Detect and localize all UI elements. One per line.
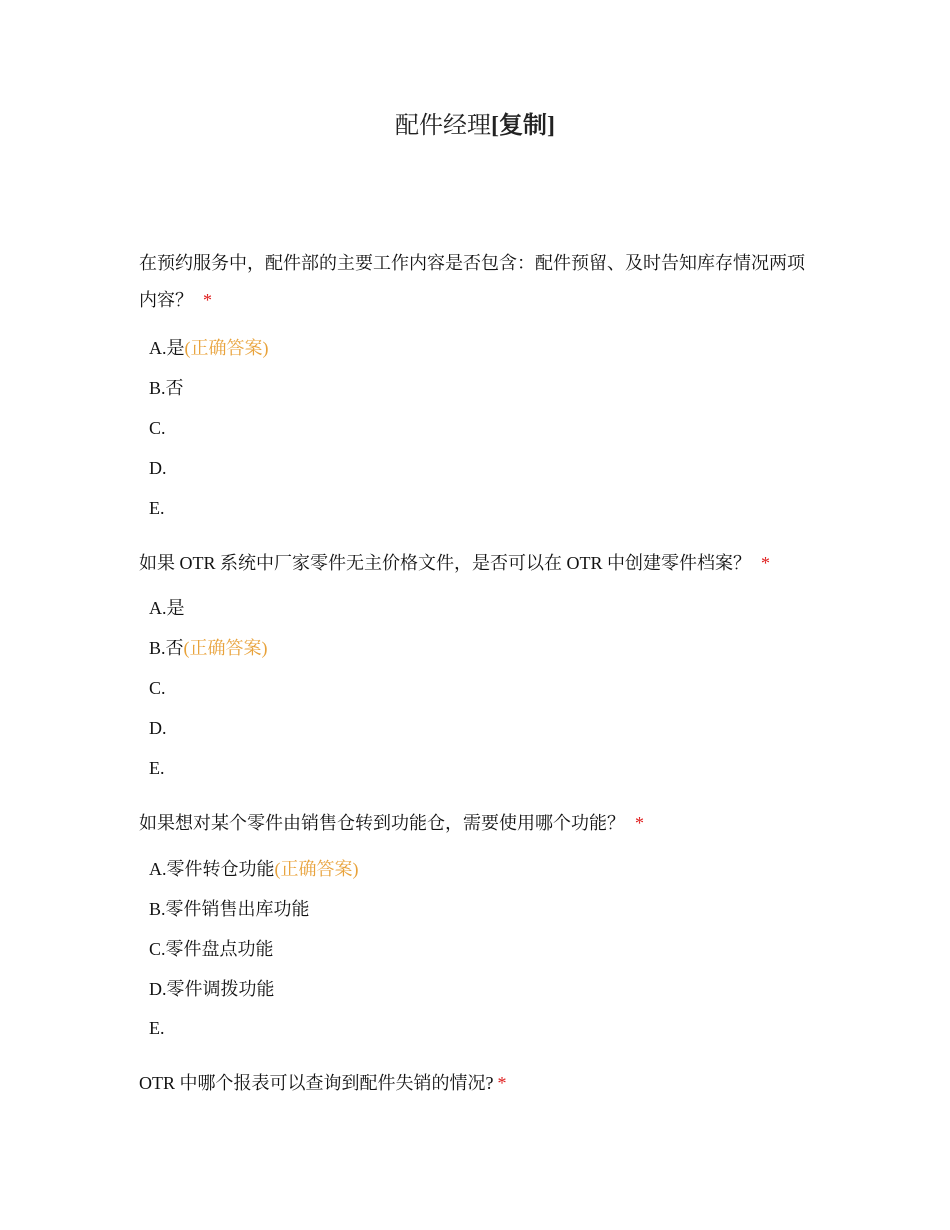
question-1-option-d (149, 455, 167, 481)
required-marker: * (203, 290, 212, 310)
option-label: C. (149, 418, 166, 438)
question-3-option-d (149, 976, 275, 1002)
required-marker: * (635, 813, 644, 833)
question-text: 如果 OTR 系统中厂家零件无主价格文件，是否可以在 OTR 中创建零件档案？ (139, 553, 751, 573)
question-2-option-b (149, 635, 268, 661)
option-label: A.是 (149, 598, 185, 618)
option-label: B.零件销售出库功能 (149, 899, 310, 919)
question-1-option-c (149, 415, 166, 441)
question-text: 如果想对某个零件由销售仓转到功能仓，需要使用哪个功能？ (139, 813, 625, 833)
title-copy-tag: [复制] (491, 113, 555, 139)
question-3-option-b (149, 896, 310, 922)
option-label: E. (149, 758, 165, 778)
question-3-option-c (149, 936, 274, 962)
correct-answer-tag: (正确答案) (274, 859, 359, 879)
question-1-option-a (149, 335, 269, 361)
option-label: D.零件调拨功能 (149, 979, 275, 999)
question-1-option-b (149, 375, 184, 401)
option-label: B.否 (149, 638, 184, 658)
option-label: B.否 (149, 378, 184, 398)
question-2-text (139, 545, 819, 582)
correct-answer-tag: (正确答案) (184, 338, 269, 358)
question-1-text (139, 245, 819, 319)
question-2-option-c (149, 675, 166, 701)
question-text: 在预约服务中，配件部的主要工作内容是否包含：配件预留、及时告知库存情况两项内容？ (139, 253, 805, 310)
question-1-option-e (149, 495, 165, 521)
question-2-option-d (149, 715, 167, 741)
option-label: D. (149, 458, 167, 478)
option-label: A.是 (149, 338, 185, 358)
option-label: C. (149, 678, 166, 698)
question-text: OTR 中哪个报表可以查询到配件失销的情况? (139, 1073, 494, 1093)
correct-answer-tag: (正确答案) (183, 638, 268, 658)
option-label: D. (149, 718, 167, 738)
question-3-option-a (149, 856, 359, 882)
page-title (0, 108, 950, 144)
question-2-option-a (149, 595, 185, 621)
required-marker: * (761, 553, 770, 573)
title-main: 配件经理 (395, 113, 491, 139)
required-marker: * (497, 1073, 507, 1093)
question-2-option-e (149, 755, 165, 781)
option-label: A.零件转仓功能 (149, 859, 275, 879)
question-3-option-e (149, 1015, 165, 1041)
option-label: E. (149, 1018, 165, 1038)
question-4-text (139, 1065, 819, 1102)
question-3-text (139, 805, 819, 842)
option-label: C.零件盘点功能 (149, 939, 274, 959)
option-label: E. (149, 498, 165, 518)
